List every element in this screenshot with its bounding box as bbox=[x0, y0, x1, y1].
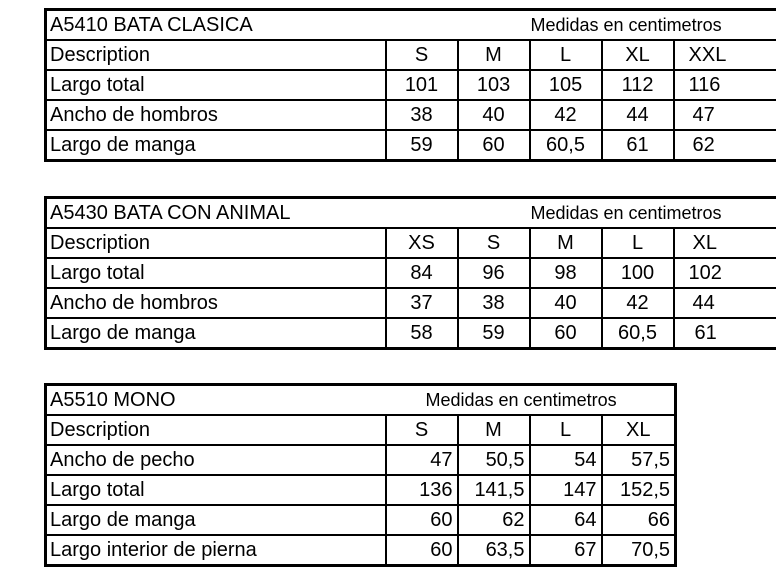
table-row bbox=[46, 100, 776, 130]
table-row bbox=[46, 70, 776, 100]
column-header: L bbox=[530, 415, 602, 445]
table-cell: 60 bbox=[386, 505, 458, 535]
table-cell: 67 bbox=[530, 535, 602, 566]
table-cell: 136 bbox=[386, 475, 458, 505]
row-label: Largo interior de pierna bbox=[46, 535, 386, 566]
table-row bbox=[46, 475, 676, 505]
table-cell: 44 bbox=[674, 288, 776, 318]
column-header: XXL bbox=[674, 40, 776, 70]
table-cell: 152,5 bbox=[602, 475, 676, 505]
column-header: M bbox=[458, 415, 530, 445]
table-row bbox=[46, 288, 776, 318]
table-cell: 57,5 bbox=[602, 445, 676, 475]
units-note: Medidas en centimetros bbox=[458, 198, 776, 229]
column-header: XL bbox=[674, 228, 776, 258]
row-label: Ancho de hombros bbox=[46, 288, 386, 318]
table-cell: 59 bbox=[386, 130, 458, 161]
column-header: L bbox=[602, 228, 674, 258]
table-cell: 105 bbox=[530, 70, 602, 100]
size-table-bata-clasica bbox=[44, 8, 776, 162]
units-note: Medidas en centimetros bbox=[386, 385, 676, 416]
table-cell: 42 bbox=[530, 100, 602, 130]
table-cell: 101 bbox=[386, 70, 458, 100]
table-cell: 60 bbox=[458, 130, 530, 161]
table-cell: 100 bbox=[602, 258, 674, 288]
table-row bbox=[46, 258, 776, 288]
row-label: Largo total bbox=[46, 258, 386, 288]
column-header: Description bbox=[46, 40, 386, 70]
table-header-row bbox=[46, 415, 676, 445]
table-cell: 60 bbox=[386, 535, 458, 566]
table-cell: 103 bbox=[458, 70, 530, 100]
row-label: Largo de manga bbox=[46, 130, 386, 161]
column-header: M bbox=[530, 228, 602, 258]
row-label: Largo total bbox=[46, 475, 386, 505]
table-cell: 63,5 bbox=[458, 535, 530, 566]
row-label: Largo total bbox=[46, 70, 386, 100]
table-title: A5410 BATA CLASICA bbox=[46, 10, 458, 41]
table-header-row bbox=[46, 228, 776, 258]
table-title-row bbox=[46, 198, 776, 229]
column-header: XS bbox=[386, 228, 458, 258]
table-cell: 60,5 bbox=[602, 318, 674, 349]
row-label: Ancho de pecho bbox=[46, 445, 386, 475]
table-row bbox=[46, 445, 676, 475]
column-header: Description bbox=[46, 228, 386, 258]
table-cell: 61 bbox=[602, 130, 674, 161]
column-header: XL bbox=[602, 40, 674, 70]
table-cell: 70,5 bbox=[602, 535, 676, 566]
table-cell: 98 bbox=[530, 258, 602, 288]
size-table-mono bbox=[44, 383, 677, 567]
units-note: Medidas en centimetros bbox=[458, 10, 776, 41]
table-row bbox=[46, 535, 676, 566]
table-cell: 38 bbox=[458, 288, 530, 318]
table-row bbox=[46, 505, 676, 535]
table-cell: 47 bbox=[386, 445, 458, 475]
table-cell: 50,5 bbox=[458, 445, 530, 475]
table-cell: 54 bbox=[530, 445, 602, 475]
column-header: S bbox=[458, 228, 530, 258]
table-cell: 42 bbox=[602, 288, 674, 318]
table-cell: 147 bbox=[530, 475, 602, 505]
table-title-row bbox=[46, 385, 676, 416]
table-cell: 62 bbox=[458, 505, 530, 535]
column-header: XL bbox=[602, 415, 676, 445]
row-label: Ancho de hombros bbox=[46, 100, 386, 130]
table-cell: 64 bbox=[530, 505, 602, 535]
table-title: A5430 BATA CON ANIMAL bbox=[46, 198, 458, 229]
table-cell: 96 bbox=[458, 258, 530, 288]
table-cell: 60 bbox=[530, 318, 602, 349]
table-cell: 112 bbox=[602, 70, 674, 100]
table-cell: 40 bbox=[530, 288, 602, 318]
table-title-row bbox=[46, 10, 776, 41]
table-cell: 44 bbox=[602, 100, 674, 130]
table-cell: 62 bbox=[674, 130, 776, 161]
table-cell: 116 bbox=[674, 70, 776, 100]
column-header: L bbox=[530, 40, 602, 70]
table-cell: 37 bbox=[386, 288, 458, 318]
table-cell: 40 bbox=[458, 100, 530, 130]
table-cell: 61 bbox=[674, 318, 776, 349]
table-cell: 102 bbox=[674, 258, 776, 288]
column-header: S bbox=[386, 40, 458, 70]
column-header: S bbox=[386, 415, 458, 445]
table-row bbox=[46, 318, 776, 349]
row-label: Largo de manga bbox=[46, 318, 386, 349]
table-cell: 58 bbox=[386, 318, 458, 349]
table-cell: 47 bbox=[674, 100, 776, 130]
table-cell: 38 bbox=[386, 100, 458, 130]
table-title: A5510 MONO bbox=[46, 385, 386, 416]
row-label: Largo de manga bbox=[46, 505, 386, 535]
table-row bbox=[46, 130, 776, 161]
size-table-bata-con-animal bbox=[44, 196, 776, 350]
table-cell: 60,5 bbox=[530, 130, 602, 161]
column-header: Description bbox=[46, 415, 386, 445]
table-cell: 84 bbox=[386, 258, 458, 288]
column-header: M bbox=[458, 40, 530, 70]
table-cell: 59 bbox=[458, 318, 530, 349]
table-cell: 141,5 bbox=[458, 475, 530, 505]
table-header-row bbox=[46, 40, 776, 70]
table-cell: 66 bbox=[602, 505, 676, 535]
